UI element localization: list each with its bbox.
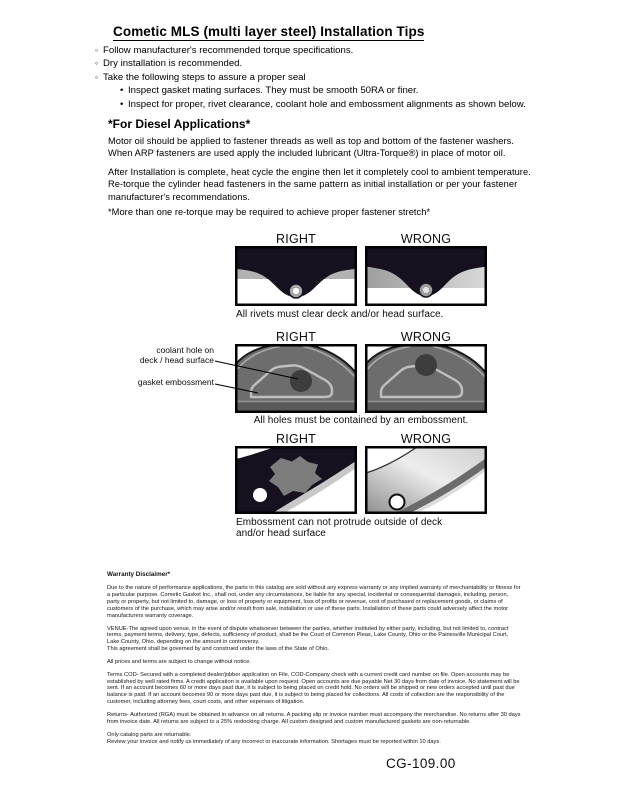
bottom-edge-band <box>367 402 485 411</box>
warranty-paragraph: Due to the nature of performance applications, the parts in this catalog are sold without any express warranty or any implied warranty of merchantability or fitness for a particular purpose. Cometic Gasket Inc., shall not, under any circumstances, be liable for any special, incidental or consequential damages, including, person, party or property, but not limited to, damage, or loss of property or equipment, loss of profits or revenue, cost of purchased or replacement goods, or claims of customers of the purchase, which may arise and/or result from sale, installation or use of these parts. Installation of these parts could adversely affect the motor manufacturers warranty coverage. <box>107 585 521 619</box>
diagram1-caption: All rivets must clear deck and/or head surface. <box>236 309 444 320</box>
page-title: Cometic MLS (multi layer steel) Installation Tips <box>113 24 425 39</box>
caption-line: Embossment can not protrude outside of deck <box>236 517 443 528</box>
gasket-embossment-annotation: gasket embossment <box>137 377 214 387</box>
list-item-text: Inspect gasket mating surfaces. They must be smooth 50RA or finer. <box>128 85 419 97</box>
diagram1-right-figure <box>235 246 357 306</box>
diagram2-caption: All holes must be contained by an embossment. <box>253 415 469 426</box>
bullet-dot-icon: • <box>120 98 124 110</box>
coolant-hole <box>290 370 312 392</box>
diagram3-wrong-label: WRONG <box>400 432 452 446</box>
diagram3-right-figure <box>235 446 357 514</box>
page-code: CG-109.00 <box>386 756 456 771</box>
diesel-paragraph-2: After Installation is complete, heat cycle the engine then let it completely cool to ambient temperature. Re-torque the cylinder head fasteners in the same pattern as initial installation or per your fastener manufacturer's recommendations. <box>108 167 531 202</box>
annotation-text: deck / head surface <box>139 354 214 365</box>
annotation-text: coolant hole on <box>156 345 214 355</box>
bullet-dot-icon: • <box>120 85 124 97</box>
diagram1-wrong-label: WRONG <box>400 232 452 246</box>
sub-list-item <box>95 84 575 97</box>
list-item <box>95 44 575 57</box>
diagram2-wrong-figure <box>365 344 487 413</box>
diagram1-wrong-figure <box>365 246 487 306</box>
bottom-edge-band <box>237 402 355 411</box>
diagram1-right-label: RIGHT <box>276 232 316 246</box>
list-item <box>95 71 575 84</box>
warranty-disclaimer <box>107 572 521 751</box>
bullet-circle-icon: ◦ <box>95 58 99 69</box>
diagram3-caption <box>236 517 496 539</box>
rivet-center <box>423 287 429 293</box>
diagram2-wrong-label: WRONG <box>400 330 452 344</box>
warranty-paragraph: All prices and terms are subject to change without notice. <box>107 658 251 665</box>
coolant-hole-annotation <box>108 346 214 365</box>
diesel-applications-heading: *For Diesel Applications* <box>108 117 251 131</box>
list-item-text: Dry installation is recommended. <box>103 58 243 70</box>
bullet-circle-icon: ◦ <box>95 71 99 82</box>
bullet-circle-icon: ◦ <box>95 45 99 55</box>
caption-line: and/or head surface <box>236 528 326 539</box>
diagram2-right-figure <box>235 344 357 413</box>
diagram2-right-label: RIGHT <box>276 330 316 344</box>
installation-tips-list <box>95 44 575 111</box>
sub-list-item <box>95 98 575 111</box>
warranty-paragraph: Review your invoice and notify us immediately of any incorrect or inaccurate information. Shortages must be reported within 10 days. <box>107 738 441 745</box>
diagram3-wrong-figure <box>365 446 487 514</box>
warranty-paragraph: Terms COD- Secured with a completed dealer/jobber application on File, COD-Company check with a current credit card number on file. Open accounts may be established by well rated firms. A credit application is available upon request. Open accounts are due payable Net 30 days from date of invoice. No statement will be sent. If an account becomes 60 or more days past due, it is subject to being placed on credit hold. No orders will be shipped or new orders accepted until past due balance is paid. If an account becomes 90 or more days past due, it is subject to being placed for collections. All costs of collection are the responsibility of the customer, including attorney fees, court costs, and other expenses of litigation. <box>107 671 520 706</box>
rivet-center <box>293 288 299 294</box>
warranty-paragraph: VENUE-The agreed upon venue, in the event of dispute whatsoever between the parties, whether instituted by either party, including, but not limited to, contract terms, payment terms, delivery, type, defects, sufficiency of product, shall be the Court of Common Pleas, Lake County, Ohio or the Painesville Municipal Court, Lake County, Ohio, depending on the amount in controversy. <box>107 625 509 646</box>
warranty-paragraph: This agreement shall be governed by and construed under the laws of the State of Ohio. <box>107 646 329 653</box>
list-item-text: Take the following steps to assure a proper seal <box>103 71 306 83</box>
diesel-paragraph-1: Motor oil should be applied to fastener threads as well as top and bottom of the fastener washers. When ARP fasteners are used apply the included lubricant (Ultra-Torque®) in place of motor oil. <box>108 136 514 159</box>
list-item-text: Follow manufacturer's recommended torque specifications. <box>103 45 354 56</box>
warranty-heading: Warranty Disclaimer* <box>107 571 171 578</box>
coolant-hole <box>415 354 437 376</box>
retorque-note: *More than one re-torque may be required to achieve proper fastener stretch* <box>108 207 431 217</box>
diagram3-right-label: RIGHT <box>276 432 316 446</box>
warranty-paragraph: Only catalog parts are returnable. <box>107 731 192 738</box>
warranty-paragraph: Returns- Authorized (RGA) must be obtained in advance on all returns. A packing slip or invoice number must accompany the merchandise. No returns after 30 days from invoice date. All returns are subject to a 25% restocking charge. All custom designed and custom manufactured gaskets are non-returnable. <box>107 712 521 725</box>
bolt-hole <box>253 488 267 502</box>
list-item <box>95 57 575 70</box>
bolt-hole <box>390 495 405 510</box>
list-item-text: Inspect for proper, rivet clearance, coolant hole and embossment alignments as shown below. <box>128 98 526 110</box>
